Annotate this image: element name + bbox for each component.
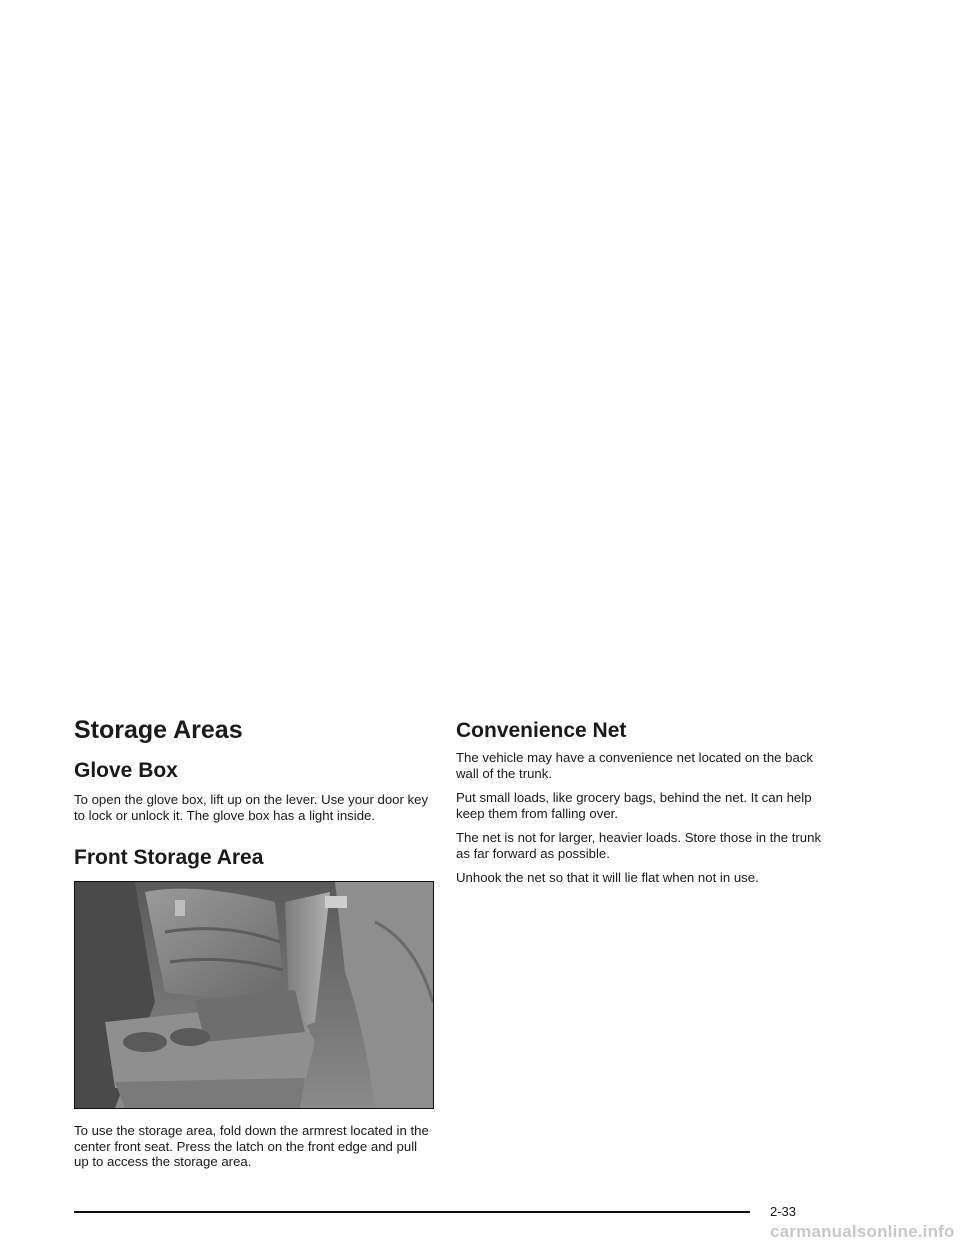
footer-rule <box>74 1211 750 1213</box>
net-paragraph-1: The vehicle may have a convenience net located on the back wall of the trunk. <box>456 750 814 781</box>
armrest-storage-photo <box>74 881 434 1109</box>
front-storage-text: To use the storage area, fold down the armrest located in the center front seat. Press the latch on the front edge and pull up to access the storage area. <box>74 1123 429 1169</box>
net-paragraph-2: Put small loads, like grocery bags, behind the net. It can help keep them from falling over. <box>456 790 812 821</box>
glove-box-heading: Glove Box <box>74 759 178 782</box>
section-title: Storage Areas <box>74 716 243 744</box>
armrest-storage-illustration <box>75 882 433 1108</box>
glove-box-text: To open the glove box, lift up on the lever. Use your door key to lock or unlock it. The glove box has a light inside. <box>74 792 429 823</box>
left-column <box>74 714 434 1179</box>
convenience-net-heading: Convenience Net <box>456 719 627 742</box>
net-paragraph-4: Unhook the net so that it will lie flat when not in use. <box>456 870 759 885</box>
watermark: carmanualsonline.info <box>770 1222 955 1241</box>
right-column <box>456 714 826 895</box>
page-number: 2-33 <box>770 1204 797 1219</box>
net-paragraph-3: The net is not for larger, heavier loads. Store those in the trunk as far forward as possible. <box>456 830 822 861</box>
front-storage-heading: Front Storage Area <box>74 846 264 869</box>
